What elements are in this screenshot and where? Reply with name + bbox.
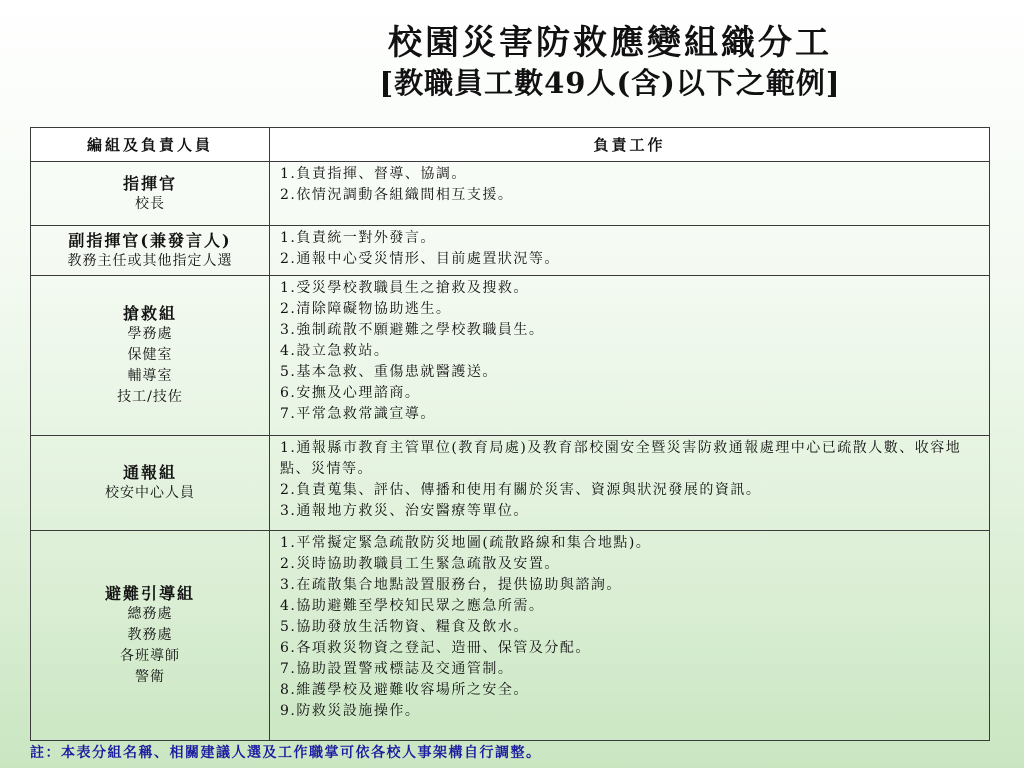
- duty-item: 2.通報中心受災情形、目前處置狀況等。: [280, 251, 560, 267]
- duty-item: 8.維護學校及避難收容場所之安全。: [280, 682, 529, 698]
- duty-item: 6.各項救災物資之登記、造冊、保管及分配。: [280, 640, 591, 656]
- duties-cell: [270, 531, 990, 741]
- group-member: 輔導室: [127, 368, 173, 384]
- footnote: 註：本表分組名稱、相關建議人選及工作職掌可依各校人事架構自行調整。: [30, 745, 542, 761]
- duty-item: 7.協助設置警戒標誌及交通管制。: [280, 661, 514, 677]
- duty-item: 7.平常急救常識宣導。: [280, 406, 436, 422]
- duty-item: 2.負責蒐集、評估、傳播和使用有關於災害、資源與狀況發展的資訊。: [280, 482, 762, 498]
- duties-cell: [270, 226, 990, 276]
- page-subtitle: [教職員工數49人(含)以下之範例]: [379, 66, 841, 100]
- table-row: [31, 436, 990, 531]
- page-title: 校園災害防救應變組織分工: [388, 23, 832, 63]
- duty-item: 2.清除障礙物協助逃生。: [280, 301, 452, 317]
- header-group-column: 編組及負責人員: [31, 128, 270, 162]
- group-cell: [31, 226, 270, 276]
- duty-item: 9.防救災設施操作。: [280, 703, 421, 719]
- group-name: 避難引導組: [104, 584, 195, 603]
- duty-item: 6.安撫及心理諮商。: [280, 385, 421, 401]
- table-row: [31, 531, 990, 741]
- duty-item: 2.災時協助教職員工生緊急疏散及安置。: [280, 556, 560, 572]
- duties-cell: [270, 162, 990, 226]
- group-member: 學務處: [127, 326, 173, 342]
- duty-item: 1.平常擬定緊急疏散防災地圖(疏散路線和集合地點)。: [280, 535, 652, 551]
- duty-item: 4.協助避難至學校知民眾之應急所需。: [280, 598, 545, 614]
- group-member: 保健室: [127, 347, 173, 363]
- duties-cell: [270, 276, 990, 436]
- duty-item: 2.依情況調動各組織間相互支援。: [280, 187, 514, 203]
- group-cell: [31, 162, 270, 226]
- group-name: 通報組: [122, 463, 177, 482]
- table-row: [31, 162, 990, 226]
- group-member: 警衛: [135, 669, 165, 685]
- group-name: 搶救組: [122, 304, 177, 323]
- table-header-row: [31, 128, 990, 162]
- duty-item: 3.在疏散集合地點設置服務台，提供協助與諮詢。: [280, 577, 622, 593]
- group-cell: [31, 276, 270, 436]
- duty-item: 1.受災學校教職員生之搶救及搜救。: [280, 280, 529, 296]
- duty-item: 3.通報地方救災、治安醫療等單位。: [280, 503, 529, 519]
- group-cell: [31, 531, 270, 741]
- group-member: 技工/技佐: [117, 389, 183, 405]
- group-member: 教務主任或其他指定人選: [67, 252, 233, 269]
- title-block: [200, 22, 1020, 102]
- table-row: [31, 276, 990, 436]
- duty-item: 1.負責統一對外發言。: [280, 230, 436, 246]
- duty-item: 5.基本急救、重傷患就醫護送。: [280, 364, 498, 380]
- group-member: 總務處: [127, 606, 173, 622]
- group-member: 教務處: [127, 627, 173, 643]
- header-duties-column: 負責工作: [270, 128, 990, 162]
- duty-item: 1.負責指揮、督導、協調。: [280, 166, 467, 182]
- duty-item: 1.通報縣市教育主管單位(教育局處)及教育部校園安全暨災害防救通報處理中心已疏散人數、收容地點、災情等。: [280, 440, 962, 477]
- duty-item: 3.強制疏散不願避難之學校教職員生。: [280, 322, 545, 338]
- group-member: 校安中心人員: [105, 485, 195, 501]
- duties-cell: [270, 436, 990, 531]
- table-row: [31, 226, 990, 276]
- group-name: 副指揮官(兼發言人): [68, 230, 232, 250]
- group-cell: [31, 436, 270, 531]
- group-member: 各班導師: [120, 648, 180, 664]
- group-name: 指揮官: [122, 173, 177, 193]
- organization-table: [30, 127, 990, 741]
- group-member: 校長: [135, 195, 165, 212]
- duty-item: 5.協助發放生活物資、糧食及飲水。: [280, 619, 529, 635]
- duty-item: 4.設立急救站。: [280, 343, 390, 359]
